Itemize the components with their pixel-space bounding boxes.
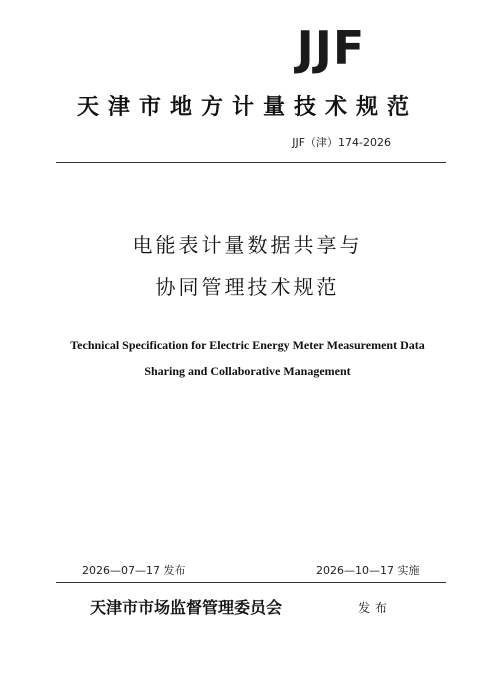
document-title-en-line1: Technical Specification for Electric Energy Meter Measurement Data: [70, 338, 425, 352]
logo-text: JJF: [266, 24, 396, 72]
document-title-en-line2: Sharing and Collaborative Management: [144, 364, 351, 378]
document-title-cn-line2: 协同管理技术规范: [155, 275, 340, 299]
document-title-cn-line1: 电能表计量数据共享与: [132, 233, 363, 257]
jjf-logo-icon: [266, 21, 396, 75]
implementation-date: 2026—10—17 实施: [316, 564, 420, 577]
bottom-divider: [56, 582, 446, 583]
issue-action: 发布: [358, 601, 393, 615]
standard-code: JJF（津）174-2026: [292, 136, 391, 149]
top-divider: [56, 162, 446, 163]
issue-date: 2026—07—17 发布: [82, 564, 186, 577]
standard-series-title: 天津市地方计量技术规范: [76, 94, 418, 120]
issuing-authority: 天津市市场监督管理委员会: [90, 598, 283, 617]
